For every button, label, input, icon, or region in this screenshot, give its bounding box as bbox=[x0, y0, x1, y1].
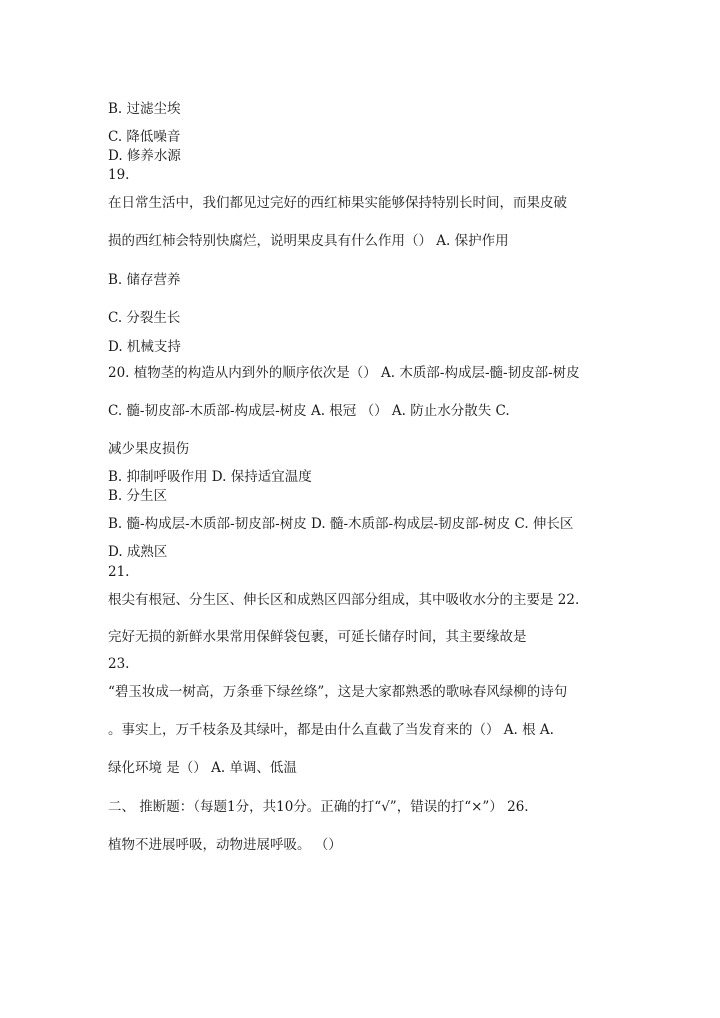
question-text: 植物不进展呼吸，动物进展呼吸。 （） bbox=[108, 837, 342, 853]
option-line: D. 修养水源 bbox=[108, 148, 181, 164]
option-line: C. 分裂生长 bbox=[108, 310, 181, 326]
option-line: C. 髓-韧皮部-木质部-构成层-树皮 A. 根冠 （） A. 防止水分散失 C. bbox=[108, 403, 510, 419]
option-line: 减少果皮损伤 bbox=[108, 441, 189, 457]
question-number: 19. bbox=[108, 167, 130, 183]
question-text: 在日常生活中，我们都见过完好的西红柿果实能够保持特别长时间，而果皮破 bbox=[108, 195, 567, 211]
option-line: D. 成熟区 bbox=[108, 544, 168, 560]
question-text: 20. 植物茎的构造从内到外的顺序依次是（） A. 木质部-构成层-髓-韧皮部-树皮 bbox=[108, 365, 580, 381]
option-line: B. 分生区 bbox=[108, 488, 168, 504]
option-line: B. 髓-构成层-木质部-韧皮部-树皮 D. 髓-木质部-构成层-韧皮部-树皮 C. 伸长区 bbox=[108, 516, 574, 532]
option-line: B. 过滤尘埃 bbox=[108, 101, 181, 117]
question-text: 。事实上，万千枝条及其绿叶，都是由什么直截了当发育来的（） A. 根 A. bbox=[108, 722, 554, 738]
question-text: 损的西红柿会特别快腐烂，说明果皮具有什么作用（） A. 保护作用 bbox=[108, 233, 509, 249]
question-number: 21. bbox=[108, 564, 130, 580]
option-line: C. 降低噪音 bbox=[108, 129, 181, 145]
question-text: 根尖有根冠、分生区、伸长区和成熟区四部分组成，其中吸收水分的主要是 22. bbox=[108, 592, 580, 608]
question-text: “碧玉妆成一树高，万条垂下绿丝绦”，这是大家都熟悉的歌咏春风绿柳的诗句 bbox=[108, 684, 568, 700]
option-line: 绿化环境 是（） A. 单调、低温 bbox=[108, 760, 297, 776]
section-heading: 二、 推断题：（每题1分，共10分。正确的打“√”，错误的打“×”） 26. bbox=[108, 799, 529, 815]
option-line: B. 抑制呼吸作用 D. 保持适宜温度 bbox=[108, 469, 312, 485]
question-number: 23. bbox=[108, 656, 130, 672]
question-text: 完好无损的新鲜水果常用保鲜袋包裹，可延长储存时间，其主要缘故是 bbox=[108, 629, 527, 645]
option-line: D. 机械支持 bbox=[108, 339, 181, 355]
option-line: B. 储存营养 bbox=[108, 272, 181, 288]
